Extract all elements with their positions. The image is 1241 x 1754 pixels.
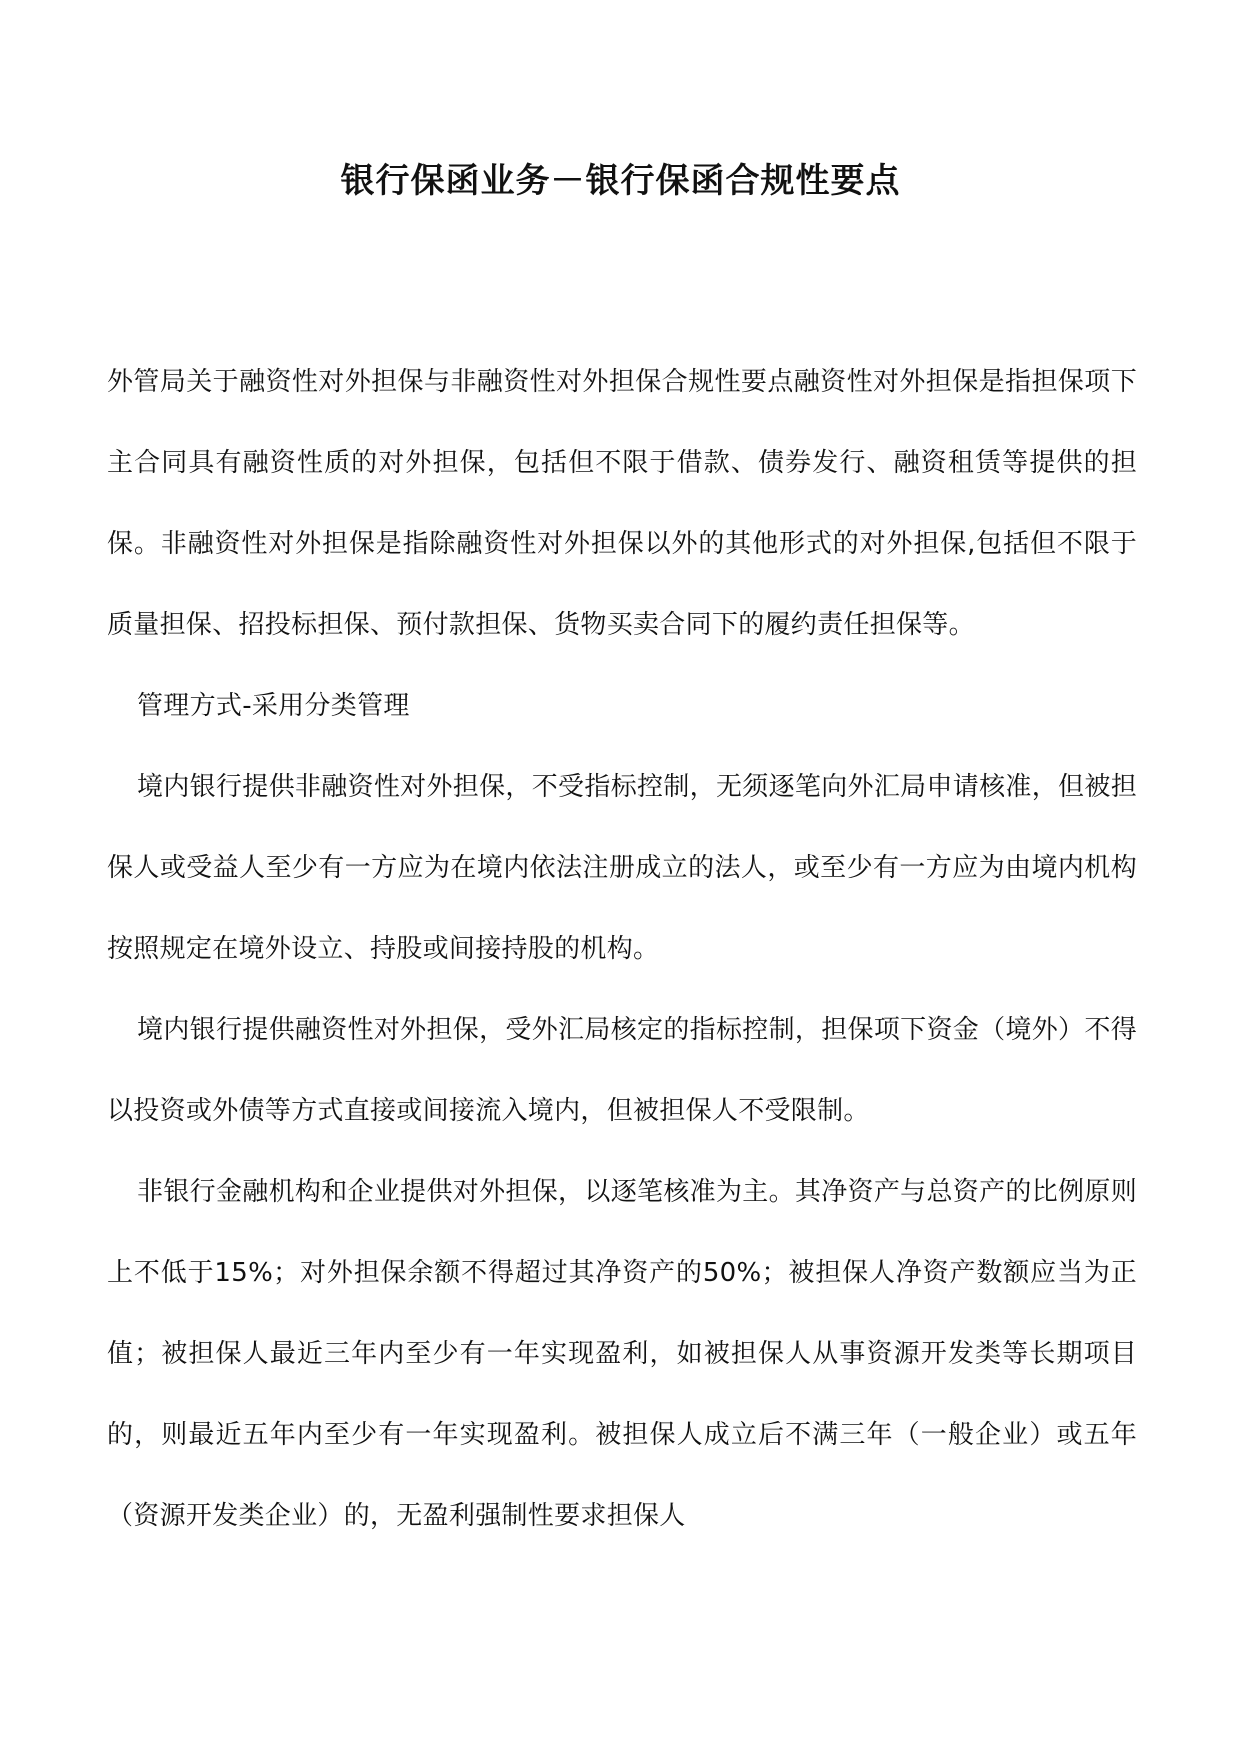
document-body [107,342,1137,1557]
paragraph-financing-guarantee: 境内银行提供融资性对外担保，受外汇局核定的指标控制，担保项下资金（境外）不得以投资或外债等方式直接或间接流入境内，但被担保人不受限制。 [107,1015,1137,1126]
paragraph-non-bank-requirements: 非银行金融机构和企业提供对外担保，以逐笔核准为主。其净资产与总资产的比例原则上不低于15%；对外担保余额不得超过其净资产的50%；被担保人净资产数额应当为正值；被担保人最近三年内至少有一年实现盈利，如被担保人从事资源开发类等长期项目的，则最近五年内至少有一年实现盈利。被担保人成立后不满三年（一般企业）或五年（资源开发类企业）的，无盈利强制性要求担保人 [107,1177,1137,1531]
paragraph-management-heading: 管理方式-采用分类管理 [137,691,410,721]
paragraph-non-financing-guarantee: 境内银行提供非融资性对外担保，不受指标控制，无须逐笔向外汇局申请核准，但被担保人或受益人至少有一方应为在境内依法注册成立的法人，或至少有一方应为由境内机构按照规定在境外设立、持股或间接持股的机构。 [107,772,1137,964]
document-title: 银行保函业务－银行保函合规性要点 [340,161,901,201]
paragraph-intro: 外管局关于融资性对外担保与非融资性对外担保合规性要点融资性对外担保是指担保项下主合同具有融资性质的对外担保，包括但不限于借款、债券发行、融资租赁等提供的担保。非融资性对外担保是指除融资性对外担保以外的其他形式的对外担保,包括但不限于质量担保、招投标担保、预付款担保、货物买卖合同下的履约责任担保等。 [107,367,1137,640]
